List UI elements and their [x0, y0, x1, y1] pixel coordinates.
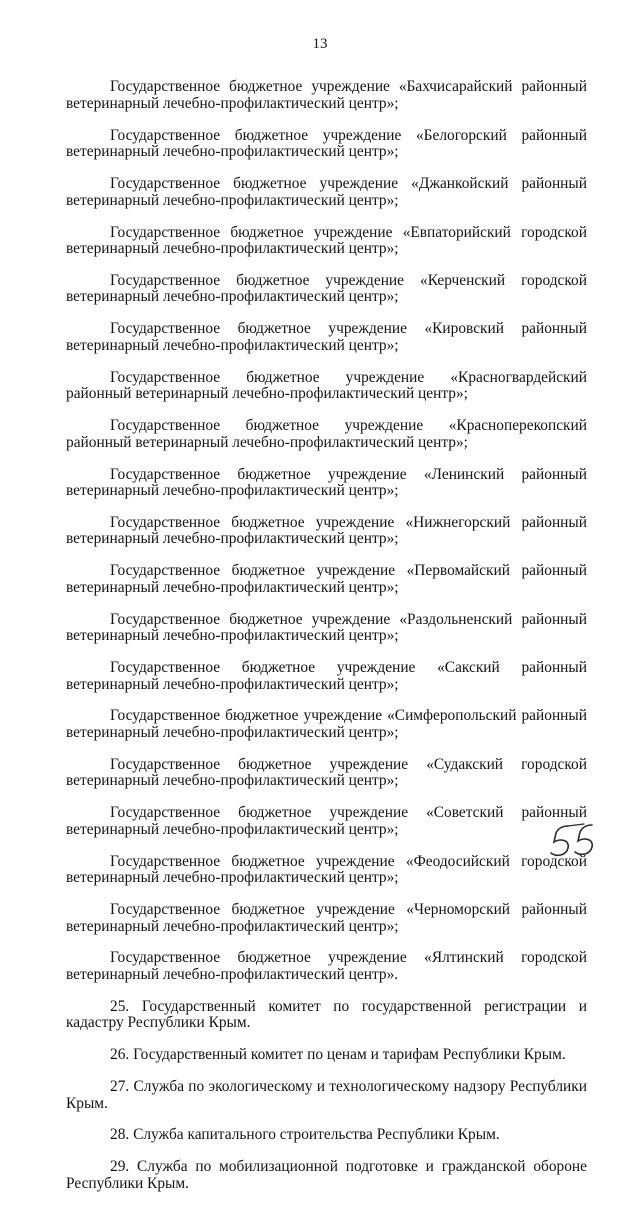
institution-entry: Государственное бюджетное учреждение «Кировский районный ветеринарный лечебно-профилактический центр»;: [66, 320, 587, 354]
institution-entry: Государственное бюджетное учреждение «Сакский районный ветеринарный лечебно-профилактический центр»;: [66, 659, 587, 693]
institution-entry: Государственное бюджетное учреждение «Ялтинский городской ветеринарный лечебно-профилактический центр».: [66, 949, 587, 983]
institution-entry: Государственное бюджетное учреждение «Нижнегорский районный ветеринарный лечебно-профилактический центр»;: [66, 513, 587, 548]
institution-entry: Государственное бюджетное учреждение «Керченский городской ветеринарный лечебно-профилактический центр»;: [66, 271, 587, 306]
institution-entry: Государственное бюджетное учреждение «Советский районный ветеринарный лечебно-профилактический центр»;: [66, 804, 587, 838]
institution-entry: Государственное бюджетное учреждение «Первомайский районный ветеринарный лечебно-профилактический центр»;: [66, 562, 587, 596]
numbered-item: 28. Служба капитального строительства Республики Крым.: [110, 1126, 500, 1144]
numbered-item: 27. Служба по экологическому и технологическому надзору Республики Крым.: [66, 1078, 587, 1112]
institution-entry: Государственное бюджетное учреждение «Красногвардейский районный ветеринарный лечебно-профилактический центр»;: [66, 368, 587, 403]
institution-entry: Государственное бюджетное учреждение «Раздольненский районный ветеринарный лечебно-профилактический центр»;: [66, 610, 587, 645]
page-number: 13: [312, 36, 328, 52]
numbered-item: 26. Государственный комитет по ценам и тарифам Республики Крым.: [110, 1046, 566, 1064]
institution-entry: Государственное бюджетное учреждение «Симферопольский районный ветеринарный лечебно-профилактический центр»;: [66, 707, 587, 741]
handwritten-page-mark: [548, 820, 600, 862]
institution-entry: Государственное бюджетное учреждение «Белогорский районный ветеринарный лечебно-профилактический центр»;: [66, 126, 587, 161]
institution-entry: Государственное бюджетное учреждение «Бахчисарайский районный ветеринарный лечебно-профилактический центр»;: [66, 78, 587, 112]
numbered-item: 29. Служба по мобилизационной подготовке и гражданской обороне Республики Крым.: [66, 1158, 587, 1192]
numbered-item: 25. Государственный комитет по государственной регистрации и кадастру Республики Крым.: [66, 997, 587, 1032]
institution-entry: Государственное бюджетное учреждение «Красноперекопский районный ветеринарный лечебно-профилактический центр»;: [66, 417, 587, 451]
institution-entry: Государственное бюджетное учреждение «Ленинский районный ветеринарный лечебно-профилактический центр»;: [66, 465, 587, 500]
institution-entry: Государственное бюджетное учреждение «Судакский городской ветеринарный лечебно-профилактический центр»;: [66, 755, 587, 790]
institution-entry: Государственное бюджетное учреждение «Феодосийский городской ветеринарный лечебно-профилактический центр»;: [66, 852, 587, 887]
institution-entry: Государственное бюджетное учреждение «Джанкойский районный ветеринарный лечебно-профилактический центр»;: [66, 175, 587, 209]
institution-entry: Государственное бюджетное учреждение «Черноморский районный ветеринарный лечебно-профилактический центр»;: [66, 901, 587, 935]
institution-entry: Государственное бюджетное учреждение «Евпаторийский городской ветеринарный лечебно-профилактический центр»;: [66, 223, 587, 258]
document-body: [66, 64, 587, 1208]
